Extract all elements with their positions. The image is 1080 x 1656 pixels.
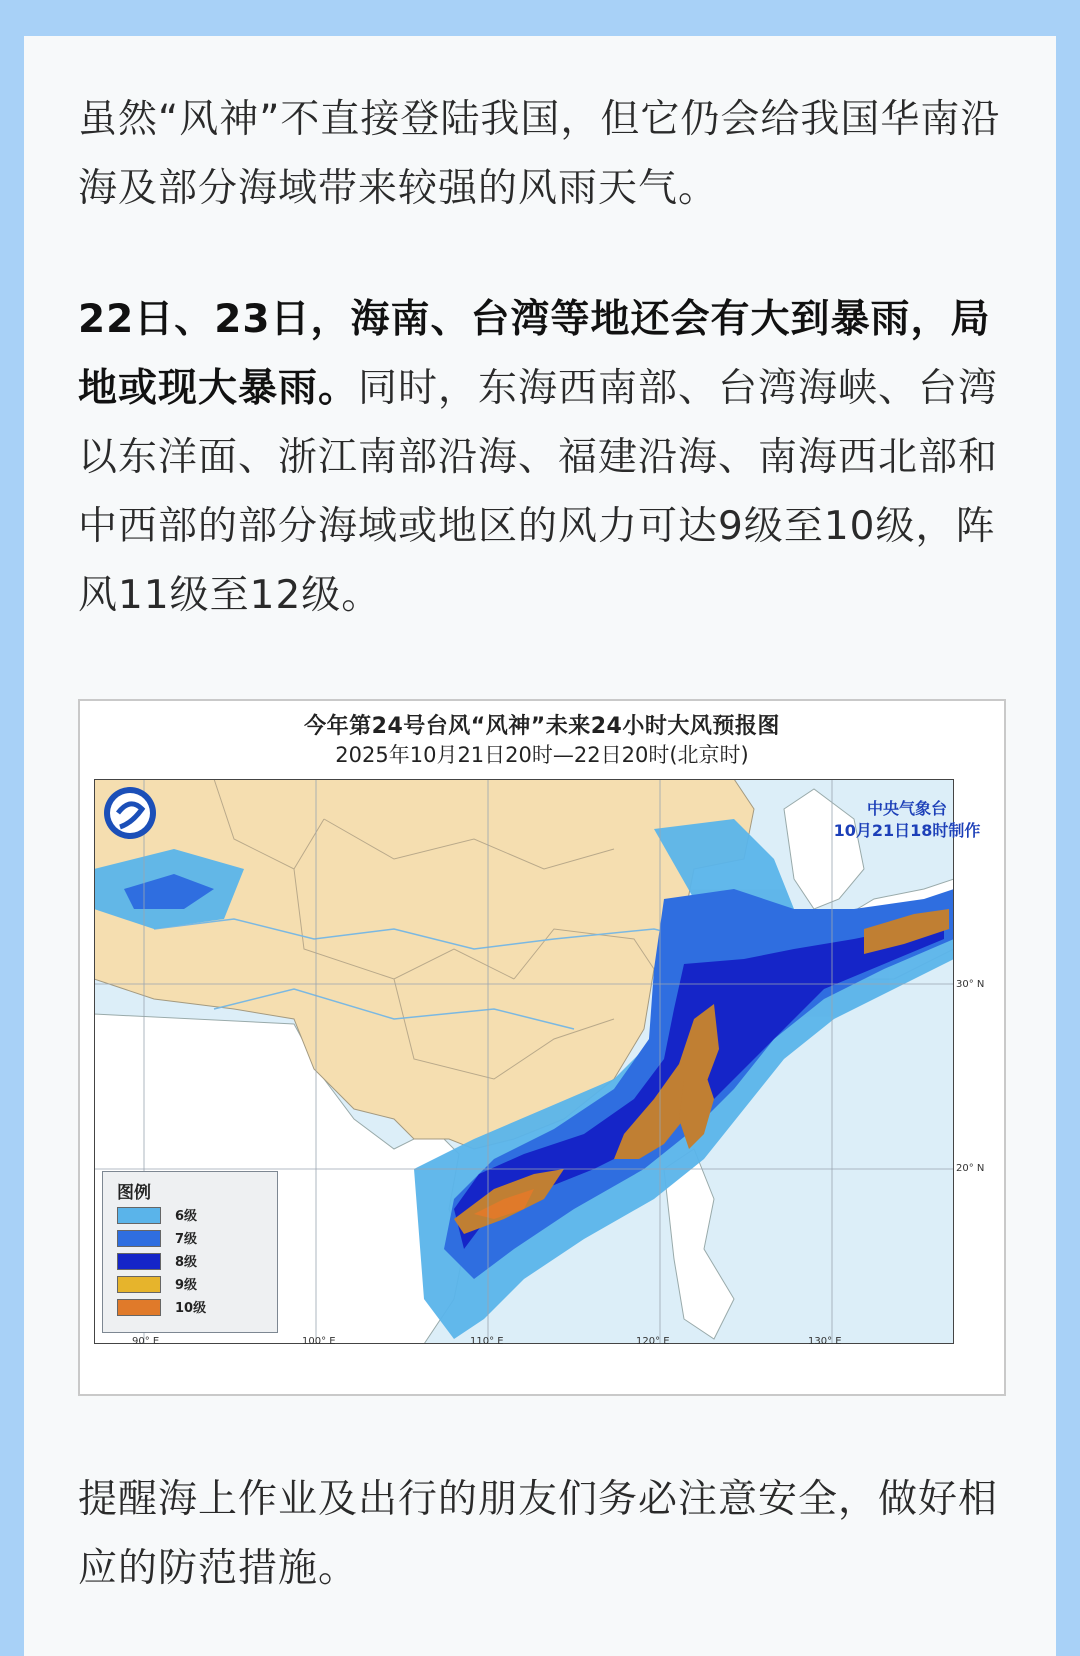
legend-swatch bbox=[117, 1253, 161, 1270]
issuer-name: 中央气象台 bbox=[866, 799, 947, 818]
lon-tick: 90° E bbox=[132, 1336, 160, 1347]
lon-tick: 110° E bbox=[470, 1336, 504, 1347]
legend-title: 图例 bbox=[117, 1183, 151, 1203]
lon-tick: 100° E bbox=[302, 1336, 336, 1347]
lat-tick: 30° N bbox=[956, 979, 985, 990]
lon-tick: 130° E bbox=[808, 1336, 842, 1347]
lon-tick: 120° E bbox=[636, 1336, 670, 1347]
paragraph-forecast bbox=[78, 285, 1008, 630]
legend-item-9 bbox=[117, 1273, 267, 1293]
cma-logo-icon bbox=[104, 787, 156, 839]
legend-label: 6级 bbox=[175, 1209, 198, 1224]
legend-label: 9级 bbox=[175, 1278, 198, 1293]
issuer-label bbox=[832, 798, 982, 842]
legend-item-7 bbox=[117, 1227, 267, 1247]
lat-tick: 20° N bbox=[956, 1163, 985, 1174]
legend-label: 10级 bbox=[175, 1301, 207, 1316]
legend-item-8 bbox=[117, 1250, 267, 1270]
paragraph-safety-reminder: 提醒海上作业及出行的朋友们务必注意安全，做好相应的防范措施。 bbox=[78, 1477, 999, 1591]
legend-item-10 bbox=[117, 1296, 267, 1316]
legend-swatch bbox=[117, 1276, 161, 1293]
article-card bbox=[24, 36, 1056, 1656]
legend-label: 7级 bbox=[175, 1232, 198, 1247]
legend-label: 8级 bbox=[175, 1255, 198, 1270]
map-title: 今年第24号台风“风神”未来24小时大风预报图 bbox=[304, 714, 780, 739]
paragraph-intro: 虽然“风神”不直接登陆我国，但它仍会给我国华南沿海及部分海域带来较强的风雨天气。 bbox=[78, 97, 1001, 211]
legend-swatch bbox=[117, 1207, 161, 1224]
legend-swatch bbox=[117, 1299, 161, 1316]
legend-item-6 bbox=[117, 1204, 267, 1224]
forecast-detail: 同时，东海西南部、台湾海峡、台湾以东洋面、浙江南部沿海、福建沿海、南海西北部和中西部的部分海域或地区的风力可达9级至10级，阵风11级至12级。 bbox=[78, 366, 999, 618]
map-subtitle: 2025年10月21日20时—22日20时(北京时) bbox=[335, 743, 749, 767]
map-legend bbox=[102, 1171, 278, 1333]
wind-forecast-map[interactable] bbox=[78, 699, 1006, 1396]
issue-time: 10月21日18时制作 bbox=[833, 821, 981, 840]
forecast-highlight: 22日、23日，海南、台湾等地还会有大到暴雨，局地或现大暴雨。 bbox=[78, 297, 991, 411]
legend-swatch bbox=[117, 1230, 161, 1247]
